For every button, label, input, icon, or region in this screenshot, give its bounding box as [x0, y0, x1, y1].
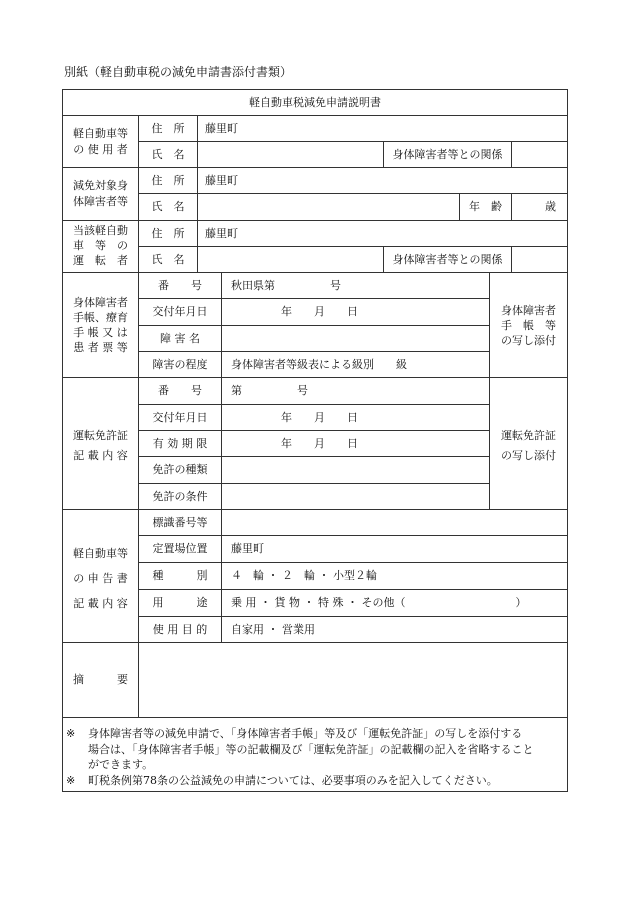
handbook-section-label-2: 手帳、療育	[73, 311, 128, 324]
notes	[66, 726, 566, 788]
license-type-field[interactable]	[222, 457, 489, 482]
vehicle-usage-options[interactable]: 乗 用 ・ 貨 物 ・ 特 殊 ・ その他（ ）	[231, 596, 527, 609]
user-relation-label: 身体障害者等との関係	[392, 148, 503, 161]
handbook-attach-1: 身体障害者	[501, 304, 556, 317]
rule-lic-2	[139, 430, 489, 431]
note-2-text: 町税条例第78条の公益減免の申請については、必要事項のみを記入してください。	[88, 773, 498, 787]
vehicle-location-label: 定置場位置	[152, 542, 208, 555]
vehicle-section-label-2: の 申 告 書	[73, 572, 128, 585]
target-name-field[interactable]	[198, 194, 459, 219]
vehicle-purpose-label: 使 用 目 的	[152, 623, 208, 636]
license-number-label: 番 号	[158, 384, 202, 397]
note-1-line-2: 場合は、「身体障害者手帳」等の記載欄及び「運転免許証」の記載欄の記入を省略すること	[88, 742, 534, 756]
rule-hb-1	[139, 298, 489, 299]
user-name-label: 氏 名	[151, 148, 185, 161]
rule-summary-end	[63, 717, 567, 718]
summary-field[interactable]	[139, 643, 567, 716]
vehicle-category-options[interactable]: ４ 輪 ・ ２ 輪 ・ 小型２輪	[231, 569, 377, 582]
target-age-unit: 歳	[545, 200, 556, 213]
license-expiry-label: 有 効 期 限	[152, 437, 208, 450]
driver-name-label: 氏 名	[151, 253, 185, 266]
handbook-number-label: 番 号	[158, 279, 202, 292]
handbook-disability-field[interactable]	[222, 326, 489, 350]
user-address-field[interactable]: 藤里町	[205, 122, 238, 135]
handbook-attach-3: の写し添付	[501, 334, 556, 347]
reduction-application-form	[62, 89, 568, 792]
target-name-label: 氏 名	[151, 200, 185, 213]
license-type-label: 免許の種類	[152, 463, 208, 476]
vehicle-category-label: 種 別	[152, 569, 208, 582]
license-attach-1: 運転免許証	[501, 429, 556, 442]
vehicle-plate-field[interactable]	[222, 510, 567, 534]
rule-veh-3	[139, 589, 567, 590]
driver-section-label-1: 当該軽自動	[73, 224, 128, 237]
note-1-line-1: 身体障害者等の減免申請で、「身体障害者手帳」等及び「運転免許証」の写しを添付する	[88, 727, 523, 740]
driver-address-label: 住 所	[151, 227, 185, 240]
license-condition-label: 免許の条件	[152, 490, 208, 503]
driver-name-field[interactable]	[198, 247, 383, 271]
note-2	[66, 773, 566, 789]
vehicle-location-field[interactable]: 藤里町	[231, 542, 264, 555]
user-section-label-2: の 使 用 者	[73, 143, 128, 156]
target-age-label: 年 齢	[469, 200, 502, 213]
handbook-section-label-3: 手 帳 又 は	[73, 326, 128, 339]
handbook-disability-label: 障 害 名	[160, 332, 200, 345]
handbook-attach-2: 手 帳 等	[501, 319, 556, 332]
note-1-mark: ※	[66, 727, 76, 740]
license-number-field[interactable]: 第 号	[231, 384, 308, 397]
license-expiry-field[interactable]: 年 月 日	[281, 437, 358, 450]
vehicle-usage-label: 用 途	[152, 596, 208, 609]
driver-section-label-2: 車 等 の	[73, 239, 128, 252]
license-attach-2: の写し添付	[501, 449, 556, 462]
rule-hb-3	[139, 351, 489, 352]
rule-veh-1	[139, 535, 567, 536]
rule-lic-attach	[489, 377, 490, 509]
handbook-issue-label: 交付年月日	[152, 305, 208, 318]
rule-veh-4	[139, 616, 567, 617]
user-relation-field[interactable]	[512, 142, 567, 166]
target-age-field[interactable]	[512, 194, 567, 219]
vehicle-purpose-options[interactable]: 自家用 ・ 営業用	[231, 623, 315, 636]
note-1	[66, 726, 566, 773]
note-1-line-3: ができます。	[88, 758, 154, 771]
license-condition-field[interactable]	[222, 484, 489, 508]
target-address-field[interactable]: 藤里町	[205, 174, 238, 187]
handbook-section-label-4: 患 者 票 等	[73, 341, 128, 354]
license-issue-label: 交付年月日	[152, 411, 208, 424]
driver-relation-label: 身体障害者等との関係	[392, 253, 503, 266]
vehicle-plate-label: 標識番号等	[152, 516, 208, 529]
document-caption: 別紙（軽自動車税の減免申請書添付書類）	[64, 65, 293, 79]
driver-section-label-3: 運 転 者	[73, 254, 128, 267]
target-section-label-2: 体障害者等	[73, 195, 128, 208]
handbook-degree-field[interactable]: 身体障害者等級表による級別 級	[231, 358, 407, 371]
user-name-field[interactable]	[198, 142, 383, 166]
target-address-label: 住 所	[151, 174, 185, 187]
target-section-label-1: 減免対象身	[73, 179, 128, 192]
handbook-degree-label: 障害の程度	[152, 358, 208, 371]
license-issue-field[interactable]: 年 月 日	[281, 411, 358, 424]
user-address-label: 住 所	[151, 122, 185, 135]
user-section-label-1: 軽自動車等	[73, 127, 128, 140]
license-section-label-1: 運転免許証	[73, 429, 128, 442]
rule-veh-2	[139, 562, 567, 563]
rule-lic-1	[139, 404, 489, 405]
driver-relation-field[interactable]	[512, 247, 567, 271]
handbook-section-label-1: 身体障害者	[73, 296, 128, 309]
handbook-number-field[interactable]: 秋田県第 号	[231, 279, 341, 292]
vehicle-section-label-3: 記 載 内 容	[73, 597, 128, 610]
form-title: 軽自動車税減免申請説明書	[249, 96, 381, 109]
summary-label: 摘 要	[73, 673, 128, 686]
note-2-mark: ※	[66, 773, 76, 787]
vehicle-section-label-1: 軽自動車等	[73, 547, 128, 560]
handbook-issue-field[interactable]: 年 月 日	[281, 305, 358, 318]
license-section-label-2: 記 載 内 容	[73, 449, 128, 462]
driver-address-field[interactable]: 藤里町	[205, 227, 238, 240]
